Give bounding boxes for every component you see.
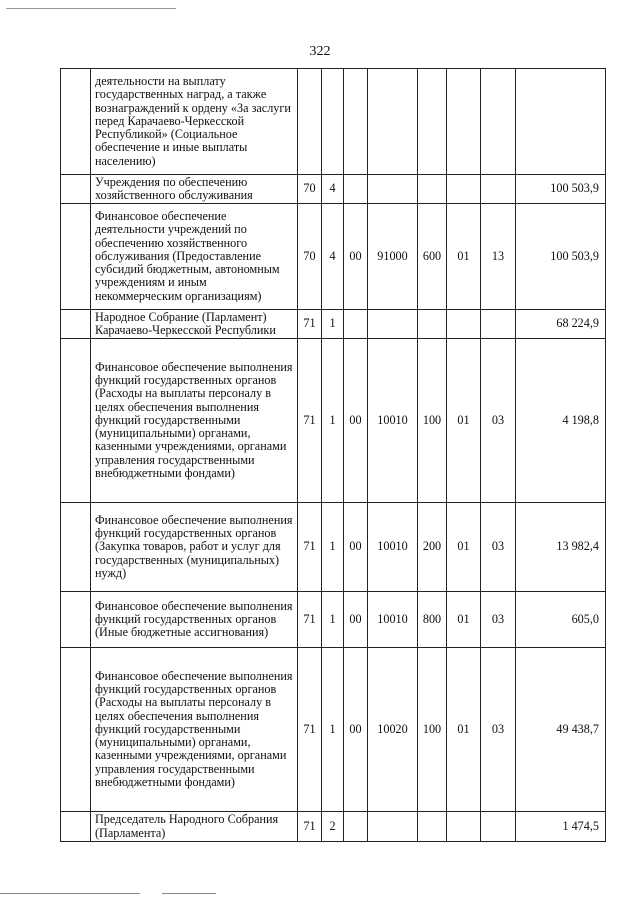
code-cell: 10020 bbox=[368, 648, 418, 812]
expense-name: Народное Собрание (Парламент) Карачаево-Черкесской Республики bbox=[91, 310, 298, 339]
code-cell bbox=[368, 69, 418, 175]
code-cell: 91000 bbox=[368, 204, 418, 310]
code-cell: 71 bbox=[298, 648, 322, 812]
code-cell: 70 bbox=[298, 204, 322, 310]
budget-table bbox=[60, 68, 606, 842]
code-cell bbox=[418, 175, 447, 204]
code-cell bbox=[298, 69, 322, 175]
table-row bbox=[61, 175, 606, 204]
code-cell bbox=[344, 69, 368, 175]
amount-cell: 100 503,9 bbox=[516, 175, 606, 204]
code-cell: 200 bbox=[418, 503, 447, 592]
expense-name: Финансовое обеспечение выполнения функций государственных органов (Закупка товаров, работ и услуг для государственных (муниципальных) нужд) bbox=[91, 503, 298, 592]
code-cell: 10010 bbox=[368, 503, 418, 592]
row-marker-cell bbox=[61, 648, 91, 812]
code-cell: 2 bbox=[322, 812, 344, 842]
amount-cell: 4 198,8 bbox=[516, 339, 606, 503]
expense-name: Финансовое обеспечение выполнения функций государственных органов (Расходы на выплаты персоналу в целях обеспечения выполнения функций государственными (муниципальными) органами, казенными учреждениями, органами управления государственными внебюджетными фондами) bbox=[91, 339, 298, 503]
expense-name: Финансовое обеспечение деятельности учреждений по обеспечению хозяйственного обслуживания (Предоставление субсидий бюджетным, автономным учреждениям и иным некоммерческим организациям) bbox=[91, 204, 298, 310]
row-marker-cell bbox=[61, 592, 91, 648]
table-row bbox=[61, 204, 606, 310]
amount-cell bbox=[516, 69, 606, 175]
code-cell: 1 bbox=[322, 310, 344, 339]
amount-cell: 605,0 bbox=[516, 592, 606, 648]
code-cell: 100 bbox=[418, 648, 447, 812]
code-cell: 00 bbox=[344, 648, 368, 812]
code-cell: 01 bbox=[447, 204, 481, 310]
table-row bbox=[61, 812, 606, 842]
expense-name: Финансовое обеспечение выполнения функций государственных органов (Расходы на выплаты персоналу в целях обеспечения выполнения функций государственными (муниципальными) органами, казенными учреждениями, органами управления государственными внебюджетными фондами) bbox=[91, 648, 298, 812]
code-cell: 1 bbox=[322, 592, 344, 648]
amount-cell: 1 474,5 bbox=[516, 812, 606, 842]
code-cell: 800 bbox=[418, 592, 447, 648]
code-cell: 1 bbox=[322, 648, 344, 812]
amount-cell: 68 224,9 bbox=[516, 310, 606, 339]
code-cell: 100 bbox=[418, 339, 447, 503]
code-cell bbox=[418, 310, 447, 339]
code-cell bbox=[447, 812, 481, 842]
code-cell: 03 bbox=[481, 503, 516, 592]
table-row bbox=[61, 592, 606, 648]
code-cell: 71 bbox=[298, 503, 322, 592]
bottom-scan-rule bbox=[162, 893, 216, 894]
page-number: 322 bbox=[309, 44, 331, 59]
expense-name: деятельности на выплату государственных наград, а также вознаграждений к ордену «За заслуги перед Карачаево-Черкесской Республикой» (Социальное обеспечение и иные выплаты населению) bbox=[91, 69, 298, 175]
code-cell bbox=[481, 175, 516, 204]
code-cell bbox=[481, 310, 516, 339]
amount-cell: 49 438,7 bbox=[516, 648, 606, 812]
code-cell: 4 bbox=[322, 175, 344, 204]
code-cell: 71 bbox=[298, 310, 322, 339]
row-marker-cell bbox=[61, 339, 91, 503]
code-cell bbox=[418, 69, 447, 175]
code-cell: 00 bbox=[344, 503, 368, 592]
code-cell bbox=[368, 310, 418, 339]
code-cell: 00 bbox=[344, 204, 368, 310]
code-cell: 1 bbox=[322, 339, 344, 503]
code-cell bbox=[344, 310, 368, 339]
row-marker-cell bbox=[61, 812, 91, 842]
bottom-scan-rule bbox=[0, 893, 140, 894]
amount-cell: 13 982,4 bbox=[516, 503, 606, 592]
code-cell bbox=[481, 69, 516, 175]
row-marker-cell bbox=[61, 175, 91, 204]
code-cell: 10010 bbox=[368, 592, 418, 648]
expense-name: Председатель Народного Собрания (Парламента) bbox=[91, 812, 298, 842]
code-cell bbox=[481, 812, 516, 842]
code-cell: 70 bbox=[298, 175, 322, 204]
code-cell bbox=[447, 69, 481, 175]
table-row bbox=[61, 648, 606, 812]
table-row bbox=[61, 503, 606, 592]
amount-cell: 100 503,9 bbox=[516, 204, 606, 310]
row-marker-cell bbox=[61, 204, 91, 310]
code-cell bbox=[344, 812, 368, 842]
code-cell: 10010 bbox=[368, 339, 418, 503]
code-cell: 01 bbox=[447, 648, 481, 812]
code-cell: 03 bbox=[481, 648, 516, 812]
code-cell: 03 bbox=[481, 339, 516, 503]
code-cell: 00 bbox=[344, 339, 368, 503]
code-cell: 71 bbox=[298, 339, 322, 503]
code-cell: 03 bbox=[481, 592, 516, 648]
code-cell bbox=[447, 175, 481, 204]
code-cell: 71 bbox=[298, 592, 322, 648]
code-cell bbox=[368, 812, 418, 842]
row-marker-cell bbox=[61, 310, 91, 339]
code-cell: 00 bbox=[344, 592, 368, 648]
code-cell: 01 bbox=[447, 339, 481, 503]
code-cell: 01 bbox=[447, 503, 481, 592]
code-cell: 600 bbox=[418, 204, 447, 310]
code-cell bbox=[344, 175, 368, 204]
code-cell bbox=[447, 310, 481, 339]
code-cell: 4 bbox=[322, 204, 344, 310]
table-row bbox=[61, 69, 606, 175]
code-cell bbox=[322, 69, 344, 175]
code-cell: 71 bbox=[298, 812, 322, 842]
code-cell: 1 bbox=[322, 503, 344, 592]
code-cell bbox=[368, 175, 418, 204]
table-row bbox=[61, 310, 606, 339]
table-row bbox=[61, 339, 606, 503]
expense-name: Финансовое обеспечение выполнения функций государственных органов (Иные бюджетные ассигнования) bbox=[91, 592, 298, 648]
code-cell bbox=[418, 812, 447, 842]
row-marker-cell bbox=[61, 69, 91, 175]
code-cell: 13 bbox=[481, 204, 516, 310]
top-scan-rule bbox=[6, 8, 176, 9]
code-cell: 01 bbox=[447, 592, 481, 648]
row-marker-cell bbox=[61, 503, 91, 592]
expense-name: Учреждения по обеспечению хозяйственного обслуживания bbox=[91, 175, 298, 204]
